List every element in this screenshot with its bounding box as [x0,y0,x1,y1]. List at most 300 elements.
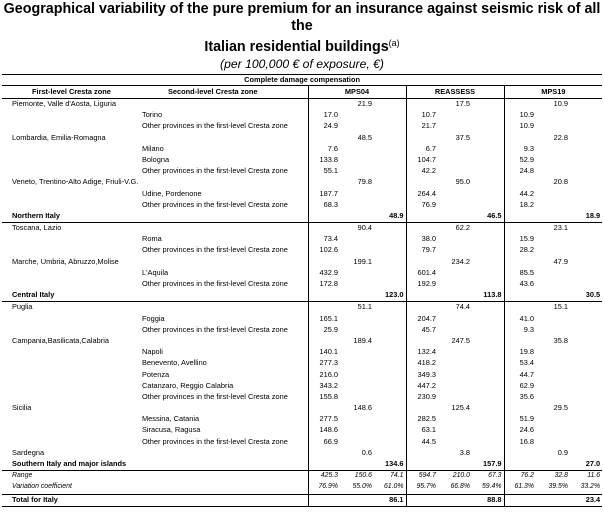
value-cell [340,144,374,155]
second-level-zone-row [2,234,602,245]
second-level-zone-label: Other provinces in the first-level Cresta zone [142,245,288,255]
value-cell [536,314,570,325]
value-cell [504,403,536,414]
value-cell [472,448,504,459]
value-cell: 10.9 [504,121,536,132]
first-level-zone-row [2,257,602,268]
value-cell [374,381,406,392]
second-level-zone-label [140,448,308,459]
second-level-zone-label: Other provinces in the first-level Cresta zone [142,324,288,334]
first-level-zone-label [2,268,140,279]
total-label: Total for Italy [2,494,308,506]
value-cell [340,494,374,506]
value-cell [438,121,472,132]
value-cell [406,448,438,459]
value-cell [406,99,438,111]
value-cell [472,302,504,314]
value-cell [570,99,602,111]
second-level-zone-row [2,245,602,256]
value-cell: 349.3 [406,370,438,381]
value-cell [438,414,472,425]
value-cell: 32.8 [554,472,568,480]
value-cell: 10.7 [406,110,438,121]
premium-table [2,74,602,507]
first-level-zone-label [2,325,140,336]
value-cell: 155.8 [308,392,340,403]
value-cell [340,234,374,245]
first-level-zone-label [2,155,140,166]
value-cell [472,403,504,414]
value-cell [472,358,504,369]
value-cell: 42.2 [406,166,438,177]
value-cell [340,459,374,471]
second-level-zone-label: Napoli [142,347,163,357]
title-line-1: Geographical variability of the pure premium for an insurance against seismic risk of all the [3,1,601,34]
value-cell [472,155,504,166]
value-cell [308,290,340,302]
value-cell [438,166,472,177]
value-cell [536,325,570,336]
value-cell [438,189,472,200]
value-cell: 123.0 [374,290,406,302]
value-cell: 23.1 [553,223,568,233]
value-cell [308,459,340,471]
value-cell: 45.7 [406,325,438,336]
value-cell: 601.4 [406,268,438,279]
value-cell [340,200,374,211]
value-cell: 425.3 [308,471,340,483]
value-cell [438,381,472,392]
first-level-zone-row [2,448,602,459]
first-level-zone-header: First-level Cresta zone [2,86,140,99]
value-cell [340,245,374,256]
value-cell: 418.2 [406,358,438,369]
macro-area-label: Northern Italy [2,211,308,223]
value-cell: 187.7 [308,189,340,200]
value-cell [536,358,570,369]
value-cell [570,110,602,121]
value-cell: 148.6 [353,403,372,413]
value-cell [374,166,406,177]
value-cell [570,314,602,325]
value-cell [406,494,438,506]
first-level-zone-row [2,336,602,347]
value-cell [504,257,536,268]
value-cell [570,347,602,358]
first-level-zone-row [2,177,602,188]
value-cell: 33.2% [580,483,601,491]
value-cell [536,437,570,448]
value-cell: 102.6 [308,245,340,256]
table-subtitle: (per 100,000 € of exposure, €) [220,57,384,71]
macro-area-label: Central Italy [2,290,308,302]
value-cell: 230.9 [406,392,438,403]
value-cell: 134.6 [374,459,406,471]
value-cell [536,234,570,245]
second-level-zone-label [140,257,308,268]
first-level-zone-label [2,414,140,425]
value-cell: 19.8 [504,347,536,358]
value-cell [374,133,406,144]
first-level-zone-label [2,166,140,177]
value-cell: 199.1 [353,256,372,266]
value-cell: 43.6 [504,279,536,290]
value-cell [308,403,340,414]
first-level-zone-label: Sardegna [12,447,45,457]
value-cell [308,494,340,506]
value-cell: 21.9 [357,99,372,108]
value-cell [374,414,406,425]
value-cell [406,257,438,268]
value-cell: 113.8 [472,290,504,302]
value-cell: 247.5 [451,335,470,345]
value-cell [504,302,536,314]
value-cell: 44.5 [406,437,438,448]
first-level-zone-label: Piemonte, Valle d'Aosta, Liguria [12,99,116,108]
second-level-zone-row [2,437,602,448]
value-cell [340,370,374,381]
value-cell [536,290,570,302]
value-cell [570,279,602,290]
value-cell [536,381,570,392]
second-level-zone-header: Second-level Cresta zone [140,86,308,99]
value-cell: 11.6 [587,472,601,480]
value-cell [340,325,374,336]
value-cell: 234.2 [451,256,470,266]
value-cell [570,177,602,188]
second-level-zone-label [140,99,308,111]
value-cell [504,290,536,302]
value-cell: 66.8% [450,483,470,491]
value-cell: 133.8 [308,155,340,166]
value-cell [472,414,504,425]
value-cell [472,133,504,144]
value-cell: 52.9 [504,155,536,166]
second-level-zone-label: Benevento, Avellino [142,358,207,368]
value-cell: 73.4 [308,234,340,245]
value-cell: 76.9% [308,482,340,494]
value-cell [406,459,438,471]
first-level-zone-label: Marche, Umbria, Abruzzo,Molise [12,256,119,266]
value-cell: 55.1 [308,166,340,177]
value-cell: 277.3 [308,358,340,369]
second-level-zone-row [2,392,602,403]
value-cell [504,494,536,506]
value-cell: 148.6 [308,425,340,436]
first-level-zone-label [2,392,140,403]
value-cell [536,347,570,358]
value-cell [570,189,602,200]
second-level-zone-label: Other provinces in the first-level Cresta zone [142,279,288,288]
value-cell [536,370,570,381]
value-cell: 17.0 [308,110,340,121]
value-cell [374,314,406,325]
value-cell: 27.0 [570,459,602,471]
second-level-zone-label [140,223,308,235]
value-cell [340,392,374,403]
value-cell [374,347,406,358]
second-level-zone-label: Foggia [142,313,165,323]
value-cell: 44.2 [504,189,536,200]
value-cell: 41.0 [504,314,536,325]
value-cell [374,336,406,347]
value-cell: 63.1 [406,425,438,436]
second-level-zone-label: Milano [142,143,164,153]
value-cell: 67.3 [488,472,502,480]
value-cell: 74.4 [455,302,470,312]
value-cell [438,245,472,256]
value-cell [374,403,406,414]
value-cell: 55.0% [352,483,372,491]
value-cell [472,425,504,436]
value-cell: 28.2 [504,245,536,256]
value-cell [374,245,406,256]
value-cell [472,381,504,392]
value-cell [570,448,602,459]
value-cell: 165.1 [308,314,340,325]
value-cell [308,177,340,188]
value-cell [504,211,536,223]
value-cell: 132.4 [406,347,438,358]
value-cell [340,211,374,223]
value-cell [472,200,504,211]
second-level-zone-label: Udine, Pordenone [142,188,202,198]
value-cell: 150.6 [354,472,372,480]
value-cell [570,257,602,268]
second-level-zone-label: Torino [142,110,163,120]
value-cell [374,425,406,436]
first-level-zone-label: Sicilia [12,403,32,413]
first-level-zone-label [2,381,140,392]
value-cell [308,211,340,223]
value-cell [308,302,340,314]
value-cell [374,99,406,111]
first-level-zone-label [2,370,140,381]
value-cell [504,177,536,188]
value-cell [374,121,406,132]
macro-area-row [2,211,602,223]
second-level-zone-row [2,381,602,392]
value-cell: 140.1 [308,347,340,358]
value-cell: 104.7 [406,155,438,166]
second-level-zone-label: Potenza [142,369,170,379]
value-cell [438,494,472,506]
value-cell [472,110,504,121]
second-level-zone-row [2,370,602,381]
second-level-zone-label: Roma [142,234,162,244]
value-cell: 216.0 [308,370,340,381]
value-cell: 3.8 [459,447,470,457]
value-cell [472,437,504,448]
second-level-zone-row [2,155,602,166]
statistic-label: Range [12,472,33,480]
value-cell [406,290,438,302]
value-cell [374,144,406,155]
mps04-header: MPS04 [308,86,406,99]
value-cell [472,223,504,235]
value-cell: 79.8 [357,177,372,187]
first-level-zone-label: Veneto, Trentino-Alto Adige, Friuli-V.G. [12,177,139,187]
value-cell [570,302,602,314]
value-cell: 95.0 [455,177,470,187]
value-cell [570,381,602,392]
value-cell: 447.2 [406,381,438,392]
second-level-zone-row [2,268,602,279]
value-cell: 74.1 [390,472,404,480]
first-level-zone-label [2,347,140,358]
value-cell: 29.5 [553,403,568,413]
value-cell [472,325,504,336]
value-cell: 125.4 [451,403,470,413]
statistic-row [2,471,602,483]
value-cell: 39.5% [548,483,568,491]
value-cell [570,268,602,279]
value-cell [438,459,472,471]
macro-area-row [2,290,602,302]
mps19-header: MPS19 [504,86,602,99]
value-cell [536,144,570,155]
second-level-zone-row [2,189,602,200]
value-cell [340,155,374,166]
value-cell: 37.5 [455,132,470,142]
value-cell: 66.9 [308,437,340,448]
value-cell: 24.8 [504,166,536,177]
value-cell: 48.9 [374,211,406,223]
second-level-zone-label [140,336,308,347]
value-cell [308,133,340,144]
value-cell [438,279,472,290]
second-level-zone-label: Catanzaro, Reggio Calabria [142,380,234,390]
first-level-zone-row [2,302,602,314]
value-cell: 0.6 [361,447,372,457]
first-level-zone-label [2,189,140,200]
first-level-zone-row [2,403,602,414]
value-cell [406,223,438,235]
value-cell [438,211,472,223]
value-cell [472,392,504,403]
title-line-2 [0,35,604,56]
value-cell [308,336,340,347]
value-cell [570,155,602,166]
value-cell [570,392,602,403]
second-level-zone-row [2,425,602,436]
first-level-zone-label [2,314,140,325]
second-level-zone-row [2,347,602,358]
second-level-zone-label [140,403,308,414]
value-cell [438,110,472,121]
value-cell [374,370,406,381]
first-level-zone-label [2,279,140,290]
second-level-zone-row [2,166,602,177]
value-cell [570,336,602,347]
value-cell [374,268,406,279]
value-cell [536,459,570,471]
table-body [2,99,602,507]
value-cell [308,223,340,235]
second-level-zone-label: Messina, Catania [142,414,200,424]
value-cell [472,245,504,256]
statistic-label: Variation coefficient [12,483,72,491]
value-cell: 51.9 [504,414,536,425]
value-cell: 85.5 [504,268,536,279]
value-cell [472,177,504,188]
value-cell: 0.9 [557,447,568,457]
second-level-zone-row [2,144,602,155]
macro-area-label: Southern Italy and major islands [2,459,308,471]
value-cell: 204.7 [406,314,438,325]
value-cell: 15.9 [504,234,536,245]
first-level-zone-label [2,245,140,256]
value-cell: 51.1 [357,302,372,312]
table-title [0,1,604,56]
title-footnote-marker: (a) [388,38,400,48]
value-cell: 20.8 [553,177,568,187]
value-cell [374,279,406,290]
value-cell [536,211,570,223]
value-cell: 44.7 [504,370,536,381]
value-cell [570,144,602,155]
second-level-zone-row [2,358,602,369]
value-cell [570,166,602,177]
value-cell [570,358,602,369]
second-level-zone-label [140,133,308,144]
value-cell: 9.3 [504,325,536,336]
value-cell [438,437,472,448]
first-level-zone-label [2,358,140,369]
reassess-header: REASSESS [406,86,504,99]
first-level-zone-label: Toscana, Lazio [12,223,62,233]
second-level-zone-label: Other provinces in the first-level Cresta zone [142,199,288,209]
title-line-2-text: Italian residential buildings [204,39,389,55]
second-level-zone-label: Other provinces in the first-level Cresta zone [142,391,288,401]
value-cell: 24.9 [308,121,340,132]
value-cell [340,425,374,436]
first-level-zone-label [2,437,140,448]
value-cell [374,110,406,121]
first-level-zone-label: Lombardia, Emilia-Romagna [12,132,106,142]
second-level-zone-row [2,325,602,336]
value-cell [536,200,570,211]
second-level-zone-row [2,121,602,132]
value-cell: 95.7% [406,482,438,494]
value-cell [374,177,406,188]
value-cell [504,99,536,111]
value-cell [438,425,472,436]
value-cell: 79.7 [406,245,438,256]
value-cell: 46.5 [472,211,504,223]
first-level-zone-label [2,144,140,155]
value-cell: 59.4% [481,483,502,491]
value-cell [504,133,536,144]
first-level-zone-label [2,110,140,121]
first-level-zone-label: Puglia [12,302,33,312]
value-cell: 6.7 [406,144,438,155]
value-cell [438,347,472,358]
value-cell: 47.9 [553,256,568,266]
first-level-zone-row [2,133,602,144]
value-cell: 7.6 [308,144,340,155]
value-cell: 61.0% [383,483,404,491]
value-cell [340,268,374,279]
value-cell: 192.9 [406,279,438,290]
first-level-zone-label [2,121,140,132]
value-cell [472,121,504,132]
second-level-zone-label: Bologna [142,154,170,164]
second-level-zone-row [2,279,602,290]
value-cell [438,314,472,325]
value-cell [536,189,570,200]
value-cell: 38.0 [406,234,438,245]
